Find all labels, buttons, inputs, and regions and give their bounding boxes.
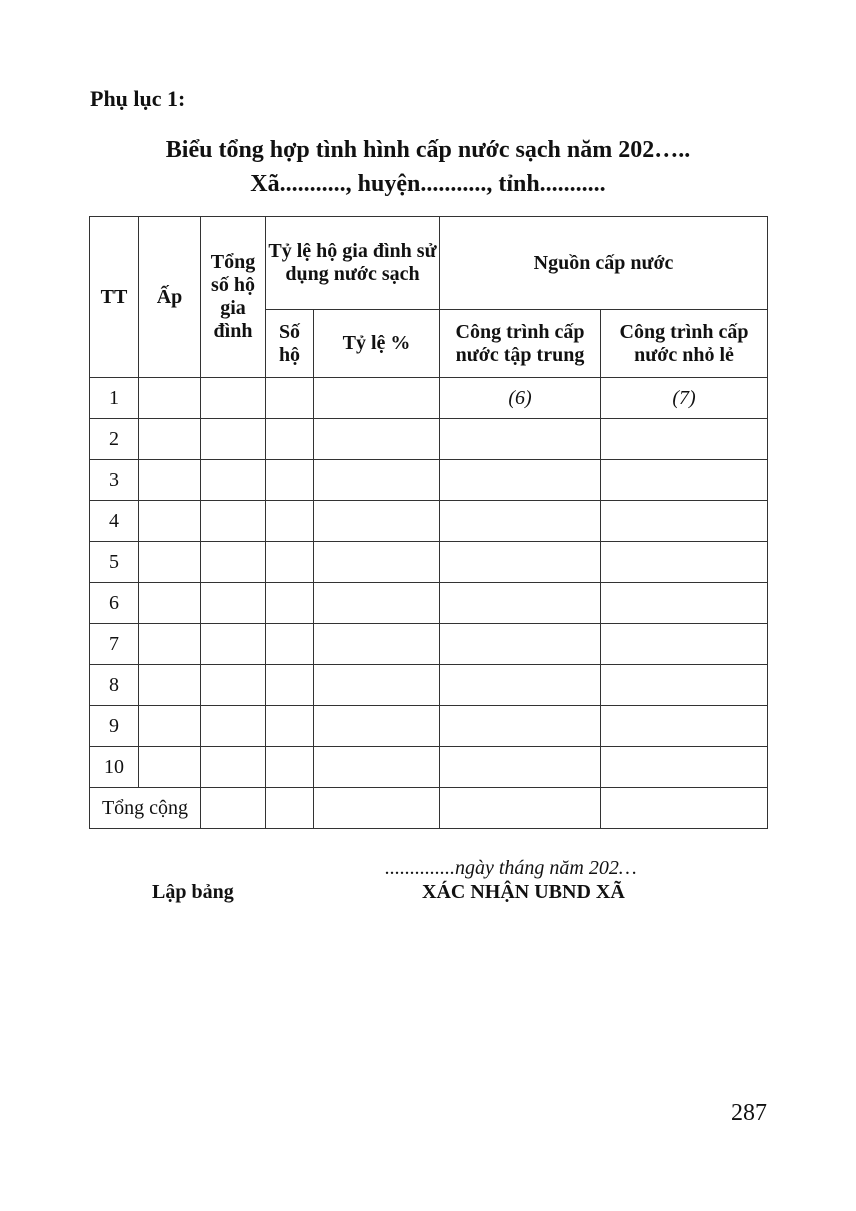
centralized-cell xyxy=(440,542,601,583)
num-households-cell xyxy=(266,501,314,542)
small-scale-cell xyxy=(601,583,768,624)
table-row xyxy=(90,706,768,747)
percent-cell xyxy=(314,542,440,583)
total-label: Tổng cộng xyxy=(90,788,201,829)
document-title: Biểu tổng hợp tình hình cấp nước sạch năm 202….. xyxy=(165,137,691,163)
small-scale-cell xyxy=(601,788,768,829)
total-households-cell xyxy=(201,624,266,665)
centralized-cell xyxy=(440,460,601,501)
percent-cell xyxy=(314,378,440,419)
header-total-households: Tổng số hộ gia đình xyxy=(201,217,266,378)
ap-cell xyxy=(139,706,201,747)
ap-cell xyxy=(139,460,201,501)
percent-cell xyxy=(314,501,440,542)
percent-cell xyxy=(314,419,440,460)
total-households-cell xyxy=(201,583,266,624)
percent-cell xyxy=(314,624,440,665)
ap-cell xyxy=(139,665,201,706)
percent-cell xyxy=(314,706,440,747)
num-households-cell xyxy=(266,378,314,419)
percent-cell xyxy=(314,665,440,706)
ap-cell xyxy=(139,419,201,460)
table-row xyxy=(90,665,768,706)
table-row xyxy=(90,747,768,788)
table-row xyxy=(90,460,768,501)
row-number: 3 xyxy=(90,460,139,501)
ap-cell xyxy=(139,583,201,624)
small-scale-cell xyxy=(601,501,768,542)
num-households-cell xyxy=(266,788,314,829)
row-number: 6 xyxy=(90,583,139,624)
header-ap: Ấp xyxy=(139,217,201,378)
total-households-cell xyxy=(201,788,266,829)
centralized-cell xyxy=(440,747,601,788)
percent-cell xyxy=(314,788,440,829)
num-households-cell xyxy=(266,460,314,501)
table-row xyxy=(90,419,768,460)
total-households-cell xyxy=(201,501,266,542)
header-water-source: Nguồn cấp nước xyxy=(440,217,768,310)
percent-cell xyxy=(314,747,440,788)
small-scale-cell xyxy=(601,665,768,706)
appendix-label: Phụ lục 1: xyxy=(90,86,186,111)
table-row xyxy=(90,624,768,665)
centralized-cell xyxy=(440,501,601,542)
small-scale-cell xyxy=(601,747,768,788)
header-percent: Tỷ lệ % xyxy=(314,310,440,378)
small-scale-cell xyxy=(601,460,768,501)
row-number: 2 xyxy=(90,419,139,460)
ap-cell xyxy=(139,378,201,419)
ap-cell xyxy=(139,501,201,542)
num-households-cell xyxy=(266,542,314,583)
row-number: 8 xyxy=(90,665,139,706)
total-row xyxy=(90,788,768,829)
row-number: 10 xyxy=(90,747,139,788)
row-number: 1 xyxy=(90,378,139,419)
num-households-cell xyxy=(266,747,314,788)
total-households-cell xyxy=(201,665,266,706)
header-tt: TT xyxy=(90,217,139,378)
num-households-cell xyxy=(266,706,314,747)
total-households-cell xyxy=(201,747,266,788)
row-number: 9 xyxy=(90,706,139,747)
small-scale-cell xyxy=(601,624,768,665)
commune-confirmation-label: XÁC NHẬN UBND XÃ xyxy=(422,881,625,903)
num-households-cell xyxy=(266,665,314,706)
percent-cell xyxy=(314,460,440,501)
num-households-cell xyxy=(266,624,314,665)
header-small-scale: Công trình cấp nước nhỏ lẻ xyxy=(601,310,768,378)
table-row xyxy=(90,501,768,542)
table-row xyxy=(90,378,768,419)
small-scale-cell xyxy=(601,706,768,747)
table-row xyxy=(90,542,768,583)
centralized-cell xyxy=(440,706,601,747)
ap-cell xyxy=(139,542,201,583)
table-row xyxy=(90,583,768,624)
date-line: ..............ngày tháng năm 202… xyxy=(385,857,637,879)
water-supply-table xyxy=(89,216,768,829)
percent-cell xyxy=(314,583,440,624)
row-number: 4 xyxy=(90,501,139,542)
header-centralized: Công trình cấp nước tập trung xyxy=(440,310,601,378)
header-num-households: Số hộ xyxy=(266,310,314,378)
total-households-cell xyxy=(201,706,266,747)
num-households-cell xyxy=(266,583,314,624)
num-households-cell xyxy=(266,419,314,460)
total-households-cell xyxy=(201,419,266,460)
page-number: 287 xyxy=(731,1100,767,1126)
row-number: 7 xyxy=(90,624,139,665)
total-households-cell xyxy=(201,460,266,501)
prepared-by-label: Lập bảng xyxy=(152,881,234,903)
small-scale-cell xyxy=(601,419,768,460)
ap-cell xyxy=(139,747,201,788)
centralized-cell xyxy=(440,788,601,829)
centralized-cell xyxy=(440,665,601,706)
centralized-cell xyxy=(440,419,601,460)
location-line: Xã..........., huyện..........., tỉnh........... xyxy=(250,171,606,197)
total-households-cell xyxy=(201,378,266,419)
small-scale-cell xyxy=(601,542,768,583)
small-scale-cell: (7) xyxy=(601,378,768,419)
total-households-cell xyxy=(201,542,266,583)
header-clean-water-rate: Tỷ lệ hộ gia đình sử dụng nước sạch xyxy=(266,217,440,310)
centralized-cell xyxy=(440,583,601,624)
row-number: 5 xyxy=(90,542,139,583)
centralized-cell xyxy=(440,624,601,665)
ap-cell xyxy=(139,624,201,665)
centralized-cell: (6) xyxy=(440,378,601,419)
